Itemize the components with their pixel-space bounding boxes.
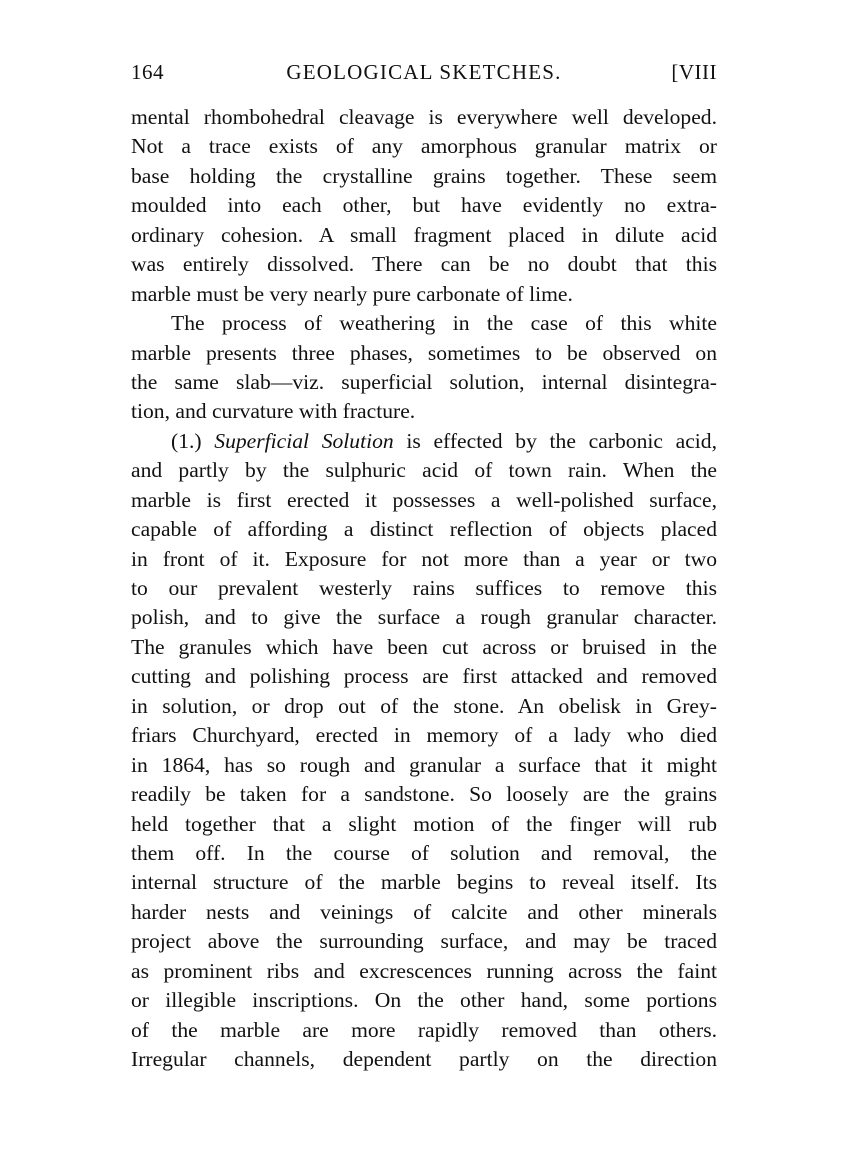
text-line: and partly by the sulphuric acid of town rain. When the [131, 458, 717, 483]
text-line: ordinary cohesion. A small fragment placed in dilute acid [131, 222, 717, 247]
text-line: polish, and to give the surface a rough granular character. [131, 605, 717, 630]
text-line: in front of it. Exposure for not more than a year or two [131, 546, 717, 571]
text-line: was entirely dissolved. There can be no doubt that this [131, 252, 717, 277]
text-line: marble must be very nearly pure carbonate of lime. [131, 281, 573, 306]
text-line: capable of affording a distinct reflection of objects placed [131, 517, 717, 542]
text-line: readily be taken for a sandstone. So loosely are the grains [131, 782, 717, 807]
section-heading: Superficial Solution [214, 428, 394, 453]
text-line: harder nests and veinings of calcite and other minerals [131, 899, 717, 924]
text-line: or illegible inscriptions. On the other hand, some portions [131, 988, 717, 1013]
page-number: 164 [131, 60, 164, 84]
text-line: base holding the crystalline grains together. These seem [131, 163, 717, 188]
text-line: marble presents three phases, sometimes to be observed on [131, 340, 717, 365]
text-line: project above the surrounding surface, and may be traced [131, 929, 717, 954]
running-head [131, 60, 717, 90]
text-line: of the marble are more rapidly removed than others. [131, 1017, 717, 1042]
text-line: mental rhombohedral cleavage is everywhere well developed. [131, 105, 717, 129]
section-numeral: (1.) [171, 428, 215, 453]
text-line: tion, and curvature with fracture. [131, 399, 416, 424]
text-line: friars Churchyard, erected in memory of a lady who died [131, 723, 717, 748]
text-line [131, 427, 717, 456]
section-line-rest: is effected by the carbonic acid, [393, 428, 718, 453]
text-line: in 1864, has so rough and granular a surface that it might [131, 752, 717, 777]
text-line: them off. In the course of solution and removal, the [131, 840, 717, 865]
text-line: moulded into each other, but have evidently no extra- [131, 193, 717, 218]
text-line: to our prevalent westerly rains suffices to remove this [131, 576, 717, 600]
text-line: as prominent ribs and excrescences running across the faint [131, 958, 717, 983]
running-title: GEOLOGICAL SKETCHES. [286, 60, 562, 84]
text-line: The granules which have been cut across or bruised in the [131, 634, 717, 659]
text-line: internal structure of the marble begins to reveal itself. Its [131, 870, 717, 895]
text-line: in solution, or drop out of the stone. An obelisk in Grey- [131, 693, 717, 718]
text-line: cutting and polishing process are first attacked and removed [131, 664, 717, 689]
text-line: held together that a slight motion of the finger will rub [131, 811, 717, 836]
text-line: Irregular channels, dependent partly on the direction [131, 1047, 717, 1071]
text-line: the same slab—viz. superficial solution, internal disintegra- [131, 369, 717, 394]
text-line: The process of weathering in the case of this white [171, 311, 717, 336]
text-line: Not a trace exists of any amorphous granular matrix or [131, 134, 717, 159]
body-text [131, 103, 717, 1074]
chapter-mark: [VIII [671, 60, 717, 84]
text-line: marble is first erected it possesses a well-polished surface, [131, 487, 717, 512]
